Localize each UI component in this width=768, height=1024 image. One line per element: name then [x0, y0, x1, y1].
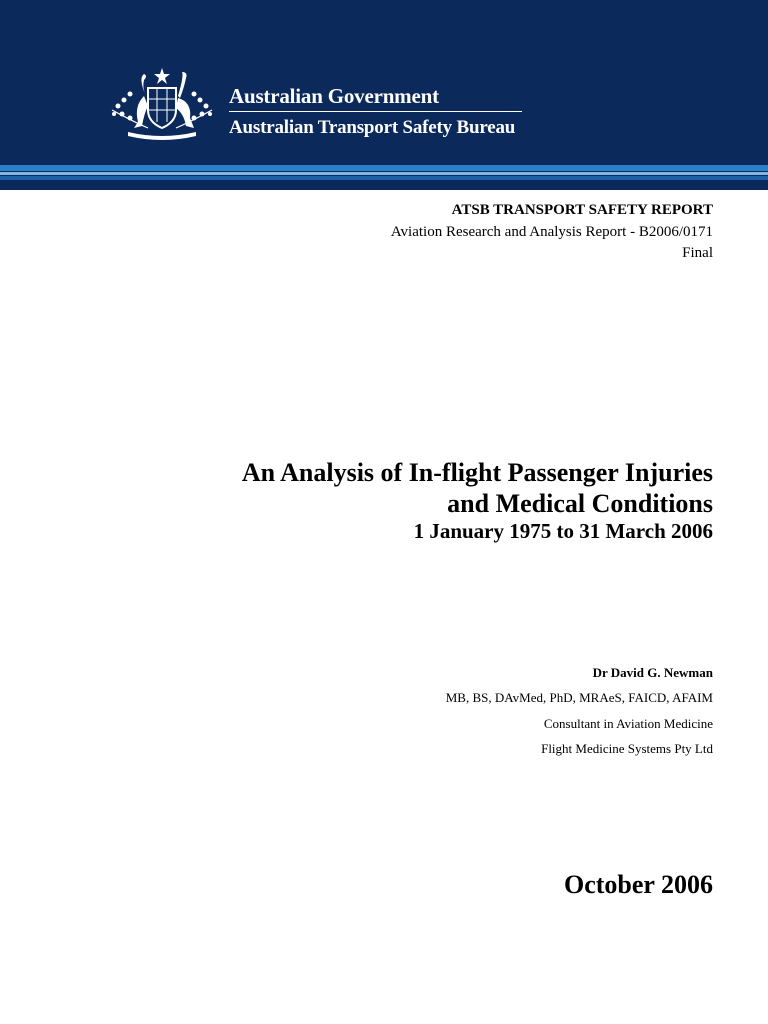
- document-period: 1 January 1975 to 31 March 2006: [413, 519, 713, 543]
- document-title-line-2: and Medical Conditions: [447, 489, 713, 518]
- publication-date: October 2006: [564, 870, 713, 899]
- report-status: Final: [682, 245, 713, 261]
- coat-of-arms-icon: [104, 66, 220, 140]
- agency-name: Australian Transport Safety Bureau: [229, 117, 516, 138]
- header-stripes: [0, 163, 768, 190]
- document-title-line-1: An Analysis of In-flight Passenger Injuries: [241, 458, 713, 487]
- author-organisation: Flight Medicine Systems Pty Ltd: [541, 741, 713, 756]
- author-qualifications: MB, BS, DAvMed, PhD, MRAeS, FAICD, AFAIM: [445, 690, 713, 705]
- report-series: ATSB TRANSPORT SAFETY REPORT: [451, 202, 713, 218]
- government-name: Australian Government: [229, 84, 439, 108]
- header-banner: [0, 0, 768, 163]
- report-number: Aviation Research and Analysis Report - B2006/0171: [390, 224, 713, 240]
- author-name: Dr David G. Newman: [592, 665, 713, 680]
- author-role: Consultant in Aviation Medicine: [543, 716, 713, 731]
- header-divider: [229, 111, 522, 112]
